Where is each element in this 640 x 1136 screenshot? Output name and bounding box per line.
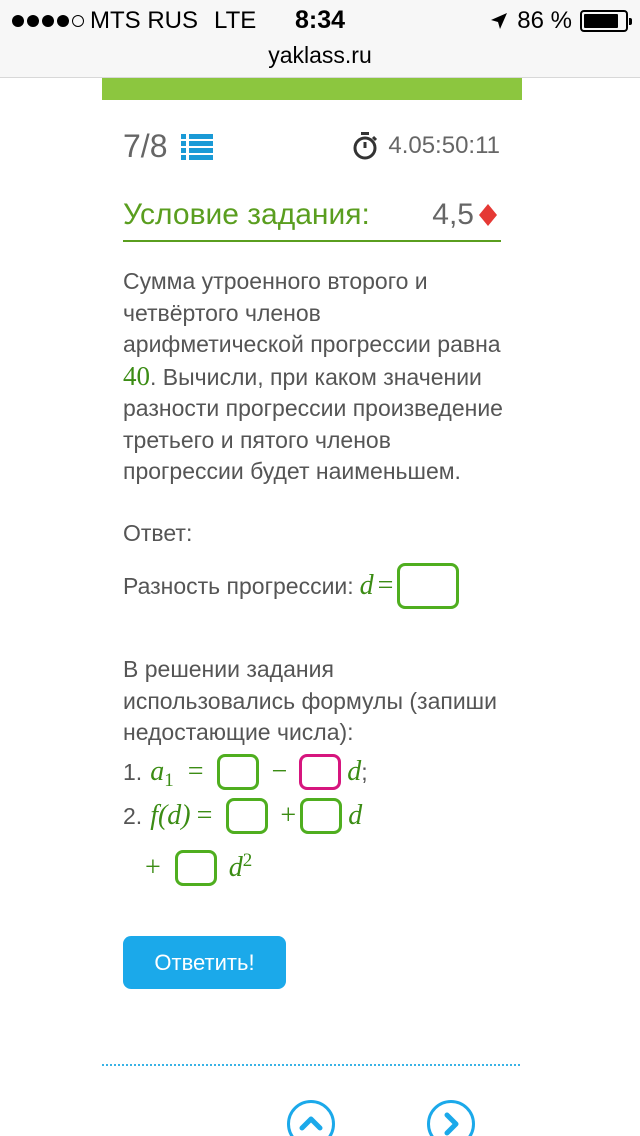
formula-1-semicolon: ;	[361, 758, 368, 785]
task-number: 40	[123, 360, 150, 391]
formula-row-3	[145, 848, 252, 888]
formula-2-lhs: f(d)	[150, 800, 191, 831]
next-task-button[interactable]	[427, 1100, 475, 1136]
status-right	[489, 7, 628, 35]
condition-title: Условие задания:	[123, 198, 370, 231]
formula-2-input-a[interactable]	[226, 798, 268, 834]
formula-row-2	[123, 796, 362, 836]
carrier-name: MTS RUS	[90, 7, 198, 34]
answer-label: Ответ:	[123, 520, 193, 546]
formula-row-1	[123, 752, 368, 792]
formula-1-lhs: $a_1$	[150, 756, 174, 791]
formula-3-d-squared: $d^2$	[228, 850, 253, 883]
task-text-part1: Сумма утроенного второго и четвёртого членов арифметической прогрессии равна	[123, 268, 501, 357]
equals-sign: =	[377, 570, 394, 601]
formula-1-input-a[interactable]	[217, 754, 259, 790]
chevron-up-icon	[290, 1103, 332, 1136]
chevron-right-icon	[430, 1103, 472, 1136]
formulas-label: В решении задания использовались формулы (запиши недостающие числа):	[123, 656, 497, 745]
formula-2-input-b[interactable]	[300, 798, 342, 834]
task-score	[432, 198, 498, 232]
score-value: 4,5	[432, 198, 474, 231]
formula-1-input-b[interactable]	[299, 754, 341, 790]
formula-2-plus: +	[280, 800, 297, 831]
formula-3-plus: +	[145, 852, 161, 883]
condition-divider	[123, 240, 501, 242]
submit-answer-button[interactable]: Ответить!	[123, 936, 286, 989]
bottom-divider	[102, 1064, 520, 1066]
network-type: LTE	[214, 7, 257, 34]
scroll-up-button[interactable]	[287, 1100, 335, 1136]
battery-icon	[580, 10, 628, 32]
location-arrow-icon	[489, 11, 509, 31]
formula-3-input[interactable]	[175, 850, 217, 886]
task-text-part2: . Вычисли, при каком значении разности прогрессии произведение третьего и пятого членов прогрессии будет наименьшем.	[123, 363, 503, 484]
list-icon[interactable]	[181, 133, 213, 161]
task-text	[123, 266, 503, 488]
battery-percent: 86 %	[517, 7, 572, 34]
formula-2-number: 2.	[123, 802, 143, 829]
header-accent-bar	[102, 78, 522, 100]
stopwatch-icon	[352, 132, 378, 160]
status-bar	[0, 0, 640, 40]
progress-text: 7/8	[123, 128, 168, 164]
formula-1-minus: −	[271, 756, 288, 787]
formula-2-d: d	[348, 800, 363, 831]
formula-2-equals: =	[196, 800, 213, 831]
difference-label: Разность прогрессии:	[123, 572, 354, 599]
url-bar[interactable]	[0, 40, 640, 78]
d-variable: d	[359, 570, 374, 601]
difference-input[interactable]	[397, 563, 459, 609]
formula-1-number: 1.	[123, 758, 143, 785]
task-progress	[123, 128, 213, 165]
status-time: 8:34	[294, 6, 346, 34]
timer	[352, 132, 500, 160]
formula-1-d: d	[347, 756, 362, 787]
formula-1-equals: =	[187, 756, 204, 787]
diamond-icon	[478, 203, 498, 227]
timer-text: 4.05:50:11	[388, 132, 500, 159]
difference-answer-row	[123, 562, 459, 610]
url-text: yaklass.ru	[268, 42, 372, 68]
